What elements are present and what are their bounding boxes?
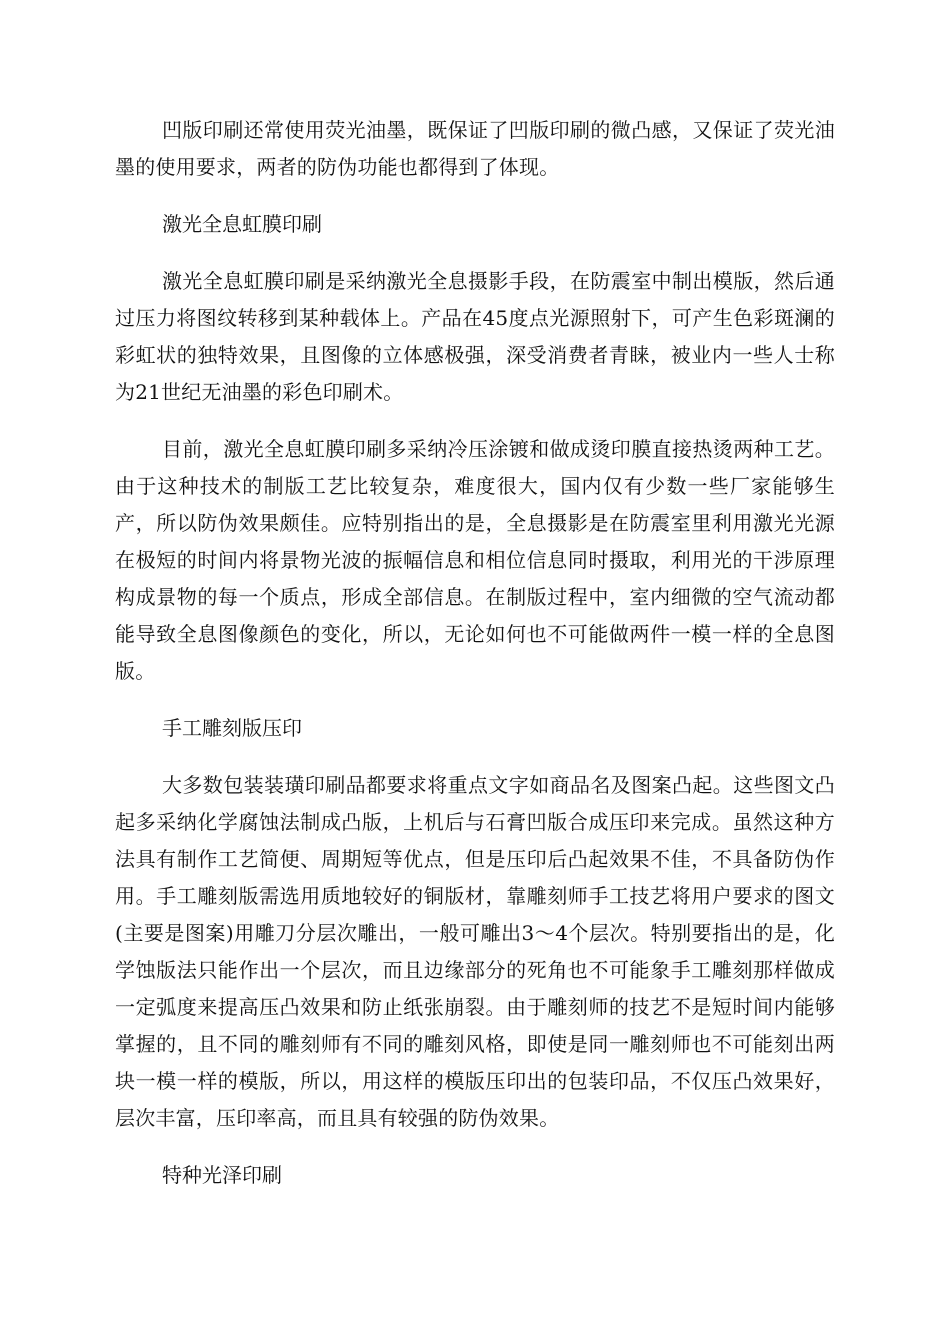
- heading-laser-hologram: 激光全息虹膜印刷: [162, 212, 322, 236]
- paragraph-gravure-fluorescent: 凹版印刷还常使用荧光油墨，既保证了凹版印刷的微凸感，又保证了荧光油墨的使用要求，两者的防伪功能也都得到了体现。: [115, 118, 835, 179]
- heading-special-gloss: 特种光泽印刷: [162, 1163, 282, 1187]
- paragraph-gap: [115, 186, 835, 206]
- paragraph-laser-hologram-intro: 激光全息虹膜印刷是采纳激光全息摄影手段，在防震室中制出模版，然后通过压力将图纹转移到某种载体上。产品在45度点光源照射下，可产生色彩斑澜的彩虹状的独特效果，且图像的立体感极强，深受消费者青睐，被业内一些人士称为21世纪无油墨的彩色印刷术。: [115, 269, 835, 404]
- paragraph-gap: [115, 747, 835, 767]
- paragraph-gap: [115, 690, 835, 710]
- heading-hand-engraving: 手工雕刻版压印: [162, 716, 302, 740]
- paragraph-laser-hologram-process: 目前，激光全息虹膜印刷多采纳冷压涂镀和做成烫印膜直接热烫两种工艺。由于这种技术的制版工艺比较复杂，难度很大，国内仅有少数一些厂家能够生产，所以防伪效果颇佳。应特别指出的是，全息摄影是在防震室里利用激光光源在极短的时间内将景物光波的振幅信息和相位信息同时摄取，利用光的干涉原理构成景物的每一个质点，形成全部信息。在制版过程中，室内细微的空气流动都能导致全息图像颜色的变化，所以，无论如何也不可能做两件一模一样的全息图版。: [115, 437, 835, 683]
- paragraph-gap: [115, 243, 835, 263]
- paragraph-hand-engraving: 大多数包装装璜印刷品都要求将重点文字如商品名及图案凸起。这些图文凸起多采纳化学腐蚀法制成凸版，上机后与石膏凹版合成压印来完成。虽然这种方法具有制作工艺简便、周期短等优点，但是压印后凸起效果不佳，不具备防伪作用。手工雕刻版需选用质地较好的铜版材，靠雕刻师手工技艺将用户要求的图文(主要是图案)用雕刀分层次雕出，一般可雕出3～4个层次。特别要指出的是，化学蚀版法只能作出一个层次，而且边缘部分的死角也不可能象手工雕刻那样做成一定弧度来提高压凸效果和防止纸张崩裂。由于雕刻师的技艺不是短时间内能够掌握的，且不同的雕刻师有不同的雕刻风格，即使是同一雕刻师也不可能刻出两块一模一样的模版，所以，用这样的模版压印出的包装印品，不仅压凸效果好，层次丰富，压印率高，而且具有较强的防伪效果。: [115, 773, 835, 1130]
- paragraph-gap: [115, 411, 835, 431]
- document-page: [115, 112, 835, 1194]
- paragraph-gap: [115, 1137, 835, 1157]
